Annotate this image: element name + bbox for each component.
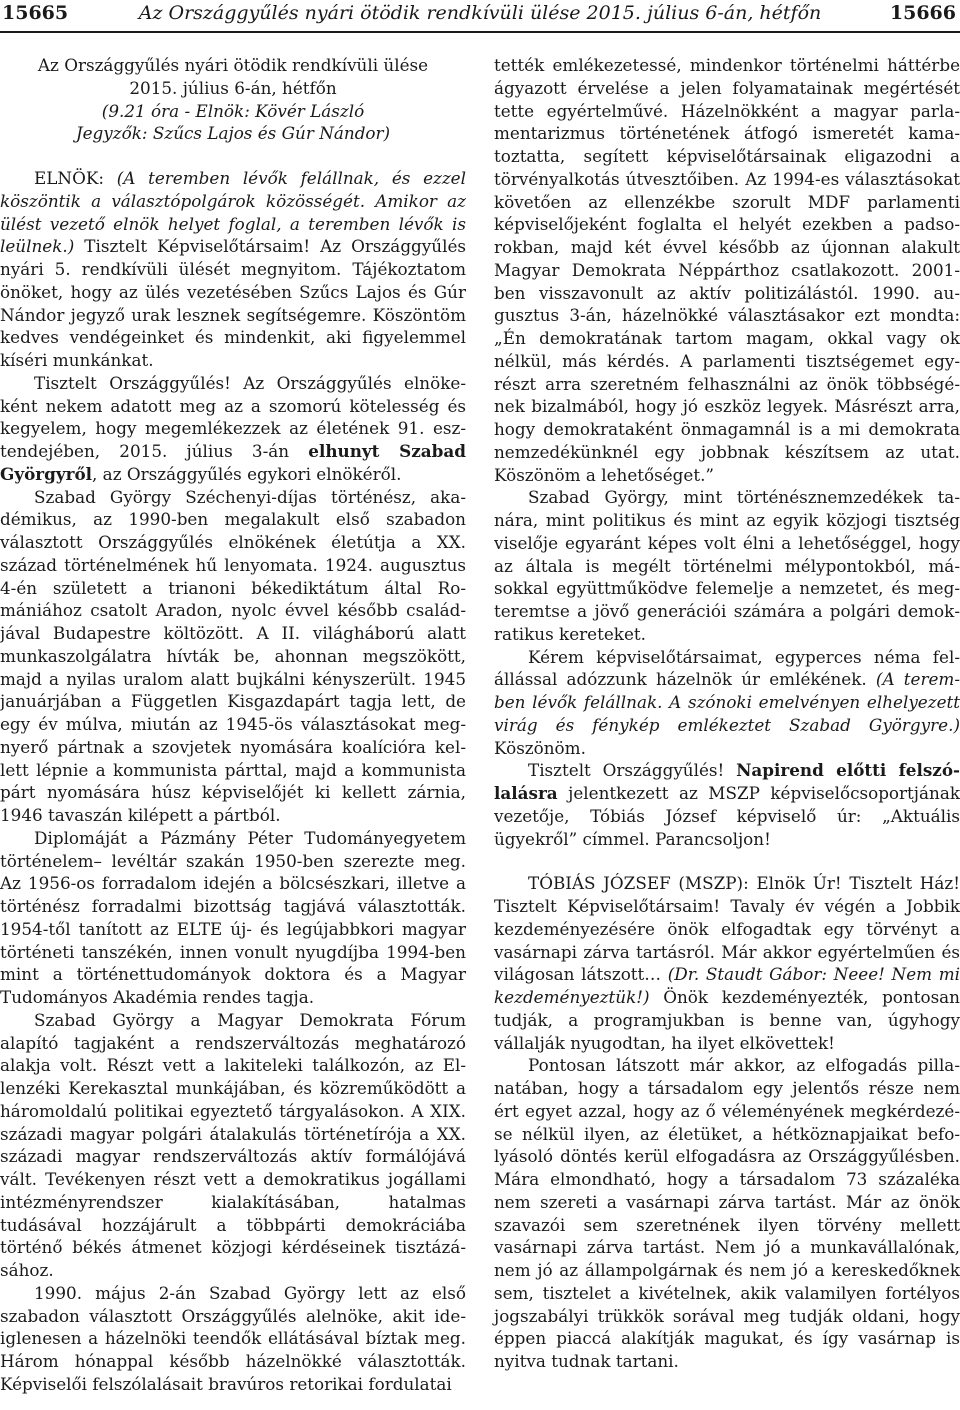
running-title: Az Országgyűlés nyári ötödik rendkívüli ülése 2015. július 6-án, hétfőn [138,2,822,24]
paragraph-continuation: tették emlékezetessé, mindenkor történelmi háttérbe ágyazott érvelése a jelen folyamatainak megértését tette egyértelművé. Házelnökként a magyar parlamentarizmus történetének átfogó ismeretét kamatoztatta, segített képviselőtársainak eligazodni a törvényalkotás útvesztőiben. Az 1994-es választásokat követően az ellenzékbe szorult MDF parlamenti képviselőjeként foglalta el helyét ezekben a padsorokban, majd két évvel később az újonnan alakult Magyar Demokrata Néppárthoz csatlakozott. 2001-ben visszavonult az aktív politizálástól. 1990. augusztus 3-án, házelnökké választásakor ezt mondta: „Én demokratának tartom magam, okkal vagy ok nélkül, más kérdés. A parlamenti tisztségemet egyrészt arra szeretném felhasználni az önök többségének bizalmából, hogy jó eszköz legyek. Másrészt arra, hogy demokrataként önmagamnál is a mi demokrata nemzedékünknél egy jobbnak készítsem az utat. Köszönöm a lehetőséget.” [494,55,960,485]
paragraph-biography-2: Diplomáját a Pázmány Péter Tudományegyetem történelem– levéltár szakán 1950-ben szerezte meg. Az 1956-os forradalom idején a bölcsészkari, illetve a történész forradalmi bizottság tagjává választották. 1954-től tanított az ELTE új- és legújabbkori magyar történeti tanszékén, innen vonult nyugdíjba 1994-ben mint a történettudományok doktora és a Magyar Tudományos Akadémia rendes tagja. [0,827,466,1007]
paragraph-biography-1: Szabad György Széchenyi-díjas történész, akadémikus, az 1990-ben megalakult első szabadon választott Országgyűlés elnökének életútja a XX. század történelmének hű lenyomata. 1924. augusztus 4-én született a trianoni békediktátum által Romániához csatolt Aradon, nyolc évvel később családjával Budapestre költözött. A II. világháború alatt munkaszolgálatra hívták be, ahonnan megszökött, majd a nyilas uralom alatt bujkálni kényszerült. 1945 januárjában a Független Kisgazdapárt tagja lett, de egy év múlva, miután az 1945-ös választásokat megnyerő pártnak a szovjetek nyomására koalícióra kellett lépnie a kommunista párttal, majd a kommunista párt nyomására húsz képviselőjét ki kellett zárnia, 1946 tavaszán kilépett a pártból. [0,486,466,825]
paragraph-speech-1: TÓBIÁS JÓZSEF (MSZP): Elnök Úr! Tisztelt Ház! Tisztelt Képviselőtársaim! Tavaly év végén a Jobbik kezdeményezésére önök elfogadtak egy törvényt a vasárnapi zárva tartásról. Már akkor egyértelműen és világosan látszott… (Dr. Staudt Gábor: Neee! Nem mi kezdeményeztük!) Önök kezdeményezték, pontosan tudják, a programjukban is benne van, úgyhogy vállalják nyugodtan, ha ilyet elkövettek! [494,873,960,1053]
stage-direction: (A teremben lévők felállnak. A szónoki emelvényen elhelyezett virág és fénykép emlékeztet Szabad Györgyre.) [494,669,960,735]
paragraph-text: Tisztelt Képviselőtársaim! Az Országgyűlés nyári 5. rendkívüli ülését megnyitom. Tájékoztatom önöket, hogy az ülés vezetésében Szűcs Lajos és Gúr Nándor jegyző urak lesznek segítségemre. Köszöntöm kedves vendégeinket és mindenkit, aki figyelemmel kíséri munkánkat. [0,236,466,370]
session-notaries-line: Jegyzők: Szűcs Lajos és Gúr Nándor) [75,123,391,144]
bold-phrase: Napirend előtti felszólalásra [494,760,960,803]
bold-phrase: elhunyt Szabad Györgyről [0,441,466,484]
running-header [0,0,960,30]
interjection: (Dr. Staudt Gábor: Neee! Nem mi kezdeményeztük!) [494,964,960,1007]
paragraph-biography-4: 1990. május 2-án Szabad György lett az első szabadon választott Országgyűlés alelnöke, akit ideiglenesen a házelnöki teendők ellátásával bíztak meg. Három hónappal később házelnökké választották. Képviselői felszólalásait bravúros retorikai fordulatai [0,1282,466,1394]
page-number-right: 15666 [889,2,956,24]
paragraph-silence: Kérem képviselőtársaimat, egyperces néma felállással adózzunk házelnök úr emlékének. (A teremben lévők felállnak. A szónoki emelvényen elhelyezett virág és fénykép emlékeztet Szabad Györgyre.) Köszönöm. [494,646,960,758]
paragraph-biography-3: Szabad György a Magyar Demokrata Fórum alapító tagjaként a rendszerváltozás meghatározó alakja volt. Részt vett a lakiteleki találkozón, az Ellenzéki Kerekasztal munkájában, és közreműködött a háromoldalú politikai egyeztető tárgyalásokon. A XIX. századi magyar polgári átalakulás történetírója a XX. századi magyar rendszerváltozás aktív formálójává vált. Tevékenyen részt vett a demokratikus jogállami intézményrendszer kialakításában, hatalmas tudásával hozzájárult a többpárti demokráciába történő békés átmenet közjogi kérdéseinek tisztázásához. [0,1009,466,1280]
paragraph-legacy: Szabad György, mint történésznemzedékek tanára, mint politikus és mint az egyik közjogi tisztség viselője egyaránt képes volt élni a lehetőséggel, hogy az általa is megélt történelmi mélypontokból, másokkal együttműködve felemelje a nemzetet, és megteremtse a jövő generációi számára a polgári demokratikus kereteket. [494,487,960,644]
page-number-left: 15665 [2,2,69,24]
stage-direction: (A teremben lévők felállnak, és ezzel köszöntik a választópolgárok közösségét. Amikor az ülést vezető elnök helyet foglal, a teremben lévők is leülnek.) [0,168,466,257]
session-title-line-1: Az Országgyűlés nyári ötödik rendkívüli ülése [37,55,429,75]
paragraph-speech-2: Pontosan látszott már akkor, az elfogadás pillanatában, hogy a társadalom egy jelentős része nem ért egyet azzal, hogy az ő véleményének megkérdezése nélkül ilyen, az életüket, a hétköznapjaikat befolyásoló döntés kerül elfogadásra az Országgyűlésben. Mára elmondható, hogy a társadalom 73 százaléka nem szereti a vasárnapi zárva tartást. Már az önök szavazói sem szeretnének ilyen törvény mellett vasárnapi zárva tartást. Nem jó a munkavállalónak, nem jó az állampolgárnak és nem jó a kereskedőknek sem, tisztelet a kivételnek, akik valamilyen fortélyos jogszabályi trükkök sorával meg tudják oldani, hogy éppen piaccá alakítják magukat, és így vasárnap is nyitva tudnak tartani. [494,1055,960,1371]
paragraph-agenda: Tisztelt Országgyűlés! Napirend előtti felszólalásra jelentkezett az MSZP képviselőcsoportjának vezetője, Tóbiás József képviselő úr: „Aktuális ügyekről” címmel. Parancsoljon! [494,760,960,849]
session-title-line-2: 2015. július 6-án, hétfőn [129,77,337,98]
paragraph-opening [0,167,466,372]
right-column [494,54,960,1373]
header-rule [0,31,960,33]
speaker-name: ELNÖK: [34,168,105,188]
session-chair-line: (9.21 óra - Elnök: Kövér László [101,100,365,121]
paragraph-commemoration: Tisztelt Országgyűlés! Az Országgyűlés elnökeként nekem adatott meg az a szomorú kötelesség és kegyelem, hogy megemlékezzek az életének 91. esztendejében, 2015. július 3-án elhunyt Szabad Györgyről, az Országgyűlés egykori elnökéről. [0,372,466,484]
left-column [0,54,466,1396]
